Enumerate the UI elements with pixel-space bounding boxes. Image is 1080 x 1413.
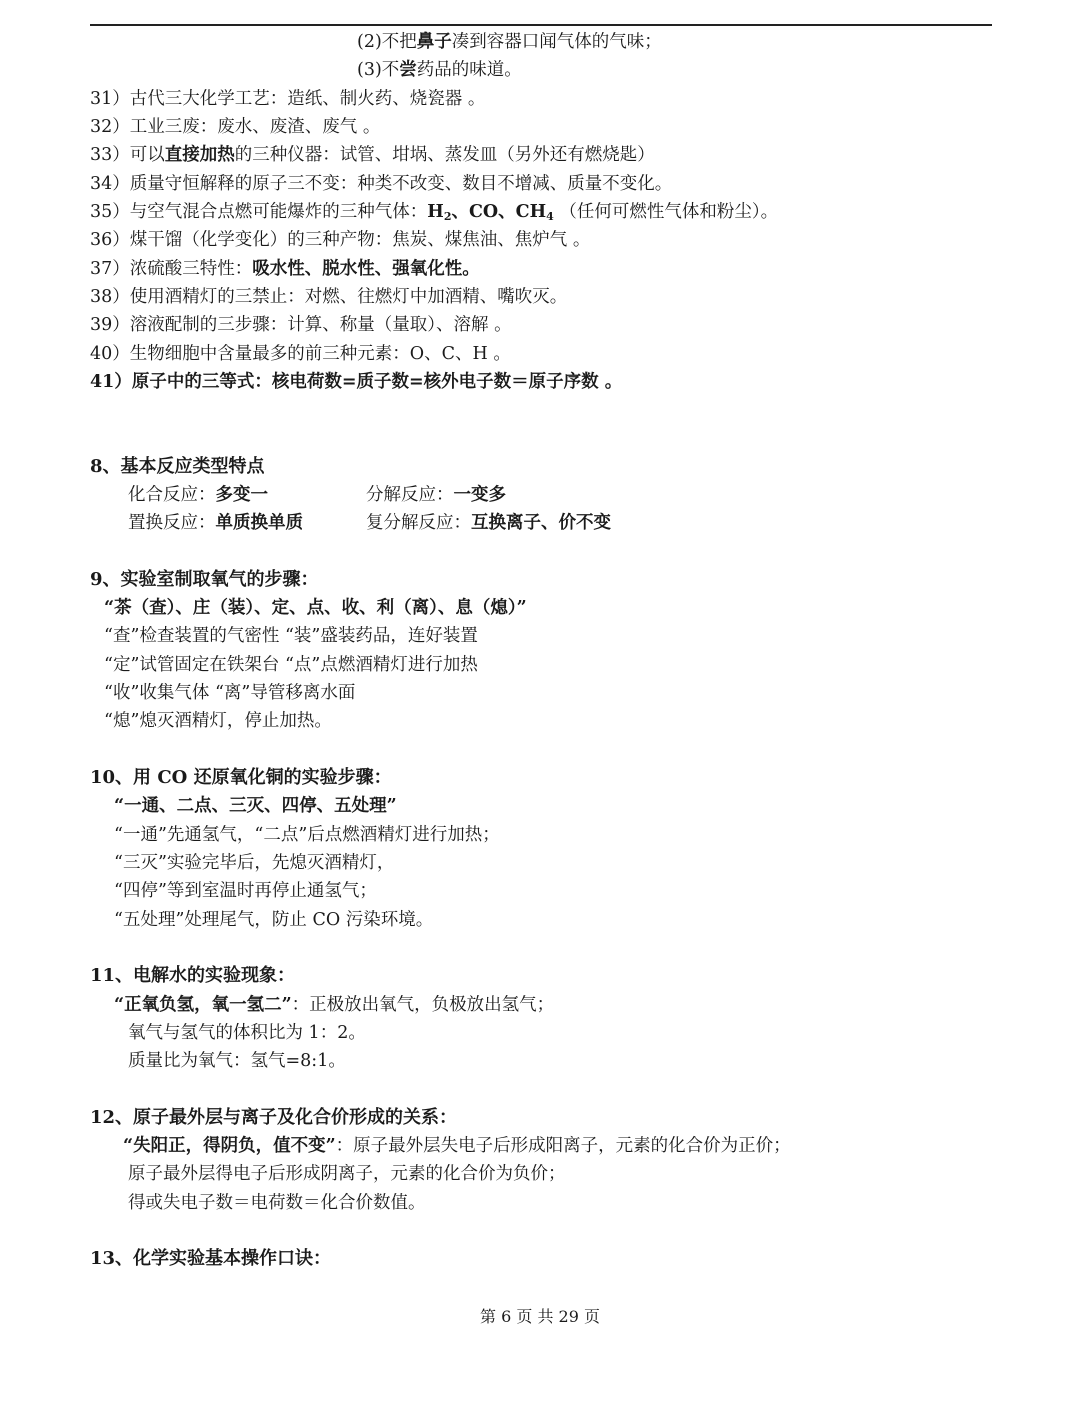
value: 单质换单质 <box>215 513 303 533</box>
section-9-line: “收”收集气体 “离”导管移离水面 <box>104 683 356 703</box>
section-9-line: “熄”熄灭酒精灯，停止加热。 <box>104 711 332 731</box>
section-8-heading: 8、基本反应类型特点 <box>90 456 265 477</box>
section-12-line: 得或失电子数＝电荷数＝化合价数值。 <box>128 1193 426 1213</box>
section-10-mnemonic: “一通、二点、三灭、四停、五处理” <box>114 796 397 816</box>
formula-text: H <box>427 202 444 222</box>
section-12-line <box>123 1135 791 1157</box>
bold-text: 鼻子 <box>416 32 452 52</box>
fact-33 <box>90 144 655 166</box>
section-10-line: “四停”等到室温时再停止通氢气； <box>114 881 377 901</box>
section-9-heading: 9、实验室制取氧气的步骤： <box>90 569 319 590</box>
formula-text: 、CO、CH <box>451 202 547 222</box>
text: (3)不 <box>357 60 400 80</box>
text: 35）与空气混合点燃可能爆炸的三种气体： <box>90 202 428 222</box>
text: (2)不把 <box>357 32 417 52</box>
text: 药品的味道。 <box>416 60 522 80</box>
section-9-mnemonic: “茶（查）、庄（装）、定、点、收、利（离）、息（熄）” <box>104 598 527 618</box>
fact-35 <box>90 201 778 223</box>
label: 分解反应： <box>366 485 454 505</box>
text: ：原子最外层失电子后形成阳离子，元素的化合价为正价； <box>335 1136 791 1156</box>
section-10-heading: 10、用 CO 还原氧化铜的实验步骤： <box>90 767 392 788</box>
section-10-line: “三灭”实验完毕后，先熄灭酒精灯， <box>114 853 395 873</box>
section-13-heading: 13、化学实验基本操作口诀： <box>90 1248 332 1269</box>
text: 的三种仪器：试管、坩埚、蒸发皿（另外还有燃烧匙） <box>234 145 655 165</box>
reaction-decomposition <box>366 484 506 506</box>
section-12-line: 原子最外层得电子后形成阴离子，元素的化合价为负价； <box>128 1164 566 1184</box>
fact-41: 41）原子中的三等式：核电荷数=质子数=核外电子数＝原子序数 。 <box>90 372 623 392</box>
section-9-line: “定”试管固定在铁架台 “点”点燃酒精灯进行加热 <box>104 655 478 675</box>
value: 一变多 <box>453 485 506 505</box>
section-11-line: 氧气与氢气的体积比为 1：2。 <box>128 1023 366 1043</box>
subscript: 4 <box>546 210 554 223</box>
bold-text: 尝 <box>399 60 417 80</box>
reaction-combination <box>128 484 268 506</box>
rule-item-2 <box>357 31 662 53</box>
fact-36: 36）煤干馏（化学变化）的三种产物：焦炭、煤焦油、焦炉气 。 <box>90 230 591 250</box>
subscript: 2 <box>443 210 452 223</box>
fact-39: 39）溶液配制的三步骤：计算、称量（量取）、溶解 。 <box>90 315 512 335</box>
text: 33）可以 <box>90 145 165 165</box>
rule-item-3 <box>357 59 522 81</box>
bold-text: 吸水性、脱水性、强氧化性。 <box>252 259 480 279</box>
section-10-line: “一通”先通氢气，“二点”后点燃酒精灯进行加热； <box>114 825 500 845</box>
fact-40: 40）生物细胞中含量最多的前三种元素：O、C、H 。 <box>90 344 511 364</box>
section-11-line <box>114 994 554 1016</box>
section-10-line: “五处理”处理尾气，防止 CO 污染环境。 <box>114 910 434 930</box>
reaction-displacement <box>128 512 303 534</box>
fact-37 <box>90 258 480 280</box>
value: 互换离子、价不变 <box>471 513 611 533</box>
mnemonic: “失阳正，得阴负，值不变” <box>123 1136 336 1156</box>
mnemonic: “正氧负氢，氧一氢二” <box>114 995 292 1015</box>
text: ：正极放出氧气，负极放出氢气； <box>291 995 555 1015</box>
text: （任何可燃性气体和粉尘）。 <box>553 202 779 222</box>
label: 置换反应： <box>128 513 216 533</box>
text: 凑到容器口闻气体的气味； <box>451 32 662 52</box>
reaction-double-displacement <box>366 512 611 534</box>
fact-38: 38）使用酒精灯的三禁止：对燃、往燃灯中加酒精、嘴吹灭。 <box>90 287 568 307</box>
section-12-heading: 12、原子最外层与离子及化合价形成的关系： <box>90 1107 458 1128</box>
header-rule <box>90 24 992 26</box>
page-number: 第 6 页 共 29 页 <box>480 1307 600 1326</box>
label: 化合反应： <box>128 485 216 505</box>
section-11-line: 质量比为氧气：氢气=8:1。 <box>128 1051 346 1071</box>
value: 多变一 <box>215 485 268 505</box>
fact-34: 34）质量守恒解释的原子三不变：种类不改变、数目不增减、质量不变化。 <box>90 174 673 194</box>
section-11-heading: 11、电解水的实验现象： <box>90 965 296 986</box>
label: 复分解反应： <box>366 513 471 533</box>
fact-32: 32）工业三废：废水、废渣、废气 。 <box>90 117 381 137</box>
bold-text: 直接加热 <box>164 145 235 165</box>
section-9-line: “查”检查装置的气密性 “装”盛装药品，连好装置 <box>104 626 478 646</box>
text: 37）浓硫酸三特性： <box>90 259 253 279</box>
fact-31: 31）古代三大化学工艺：造纸、制火药、烧瓷器 。 <box>90 89 486 109</box>
formula <box>427 202 554 222</box>
